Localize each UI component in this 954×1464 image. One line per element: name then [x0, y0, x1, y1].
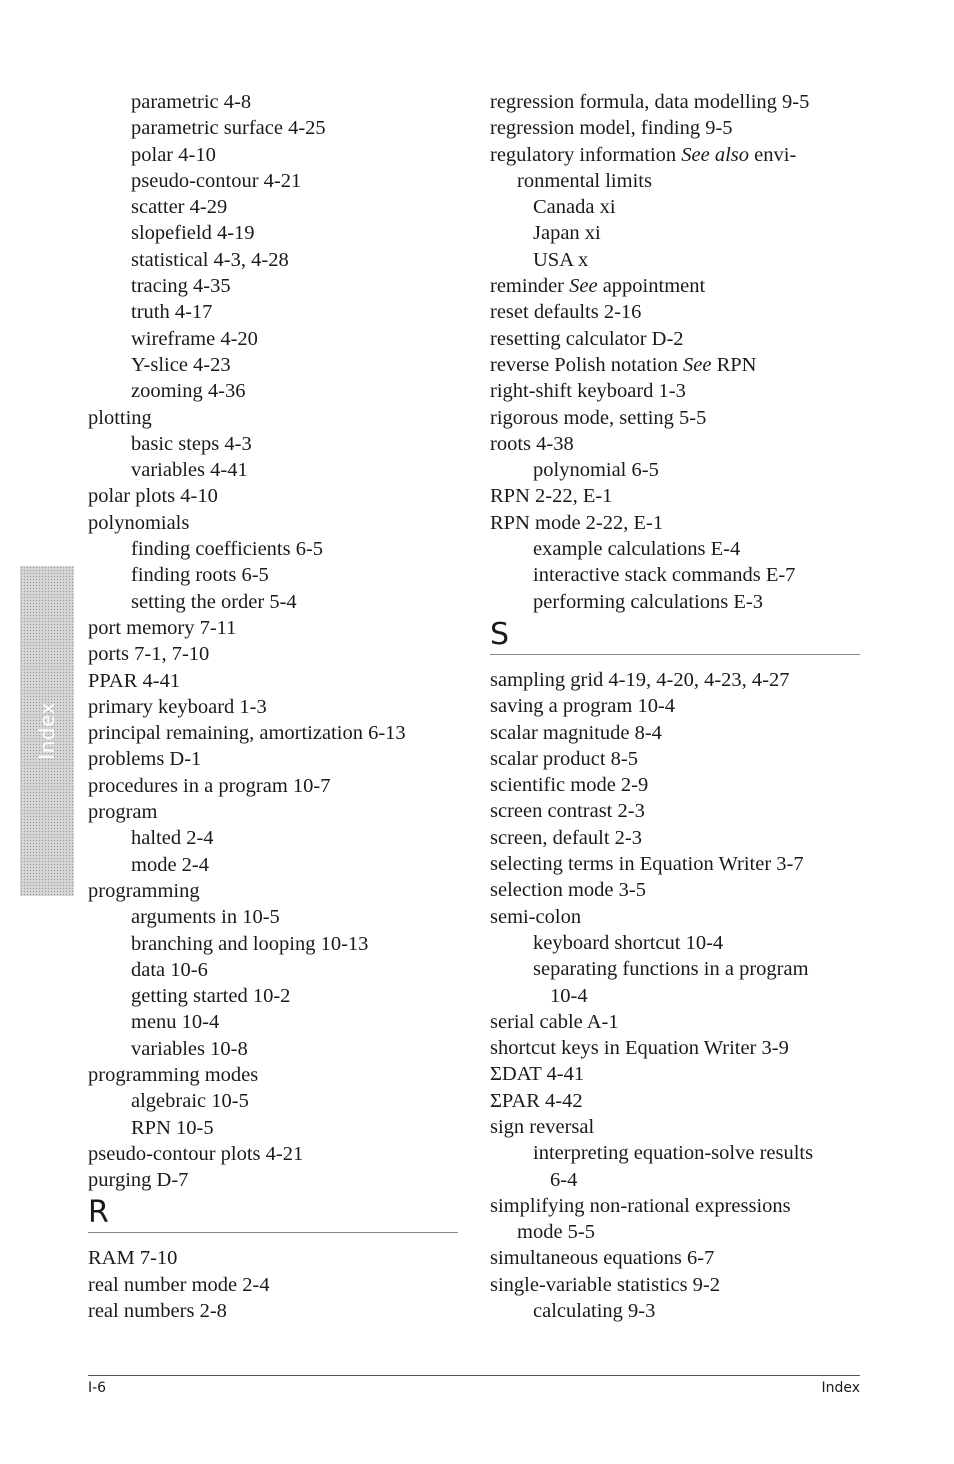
entry-text: polynomial 6-5: [533, 459, 659, 482]
entry-text: scalar product 8-5: [490, 747, 638, 770]
entry-text: performing calculations E-3: [533, 590, 763, 613]
entry-text: 6-4: [550, 1168, 578, 1191]
index-subentry: [88, 852, 468, 878]
index-entry: [490, 142, 870, 168]
entry-text: ports 7-1, 7-10: [88, 643, 210, 666]
entry-text: principal remaining, amortization 6-13: [88, 722, 406, 745]
entry-text: rigorous mode, setting 5-5: [490, 406, 707, 429]
index-subentry: [490, 536, 870, 562]
section-heading: [490, 615, 870, 667]
index-subentry: [88, 1115, 468, 1141]
index-entry: [88, 1245, 468, 1271]
entry-text: branching and looping 10-13: [131, 932, 369, 955]
index-entry: [490, 693, 870, 719]
entry-text: reverse Polish notation: [490, 353, 684, 376]
index-subentry: [88, 431, 468, 457]
entry-text: Japan xi: [533, 222, 601, 245]
entry-text: problems D-1: [88, 748, 202, 771]
index-entry: [490, 1061, 870, 1087]
entry-text: reset defaults 2-16: [490, 301, 642, 324]
index-entry: [88, 668, 468, 694]
entry-text: programming modes: [88, 1063, 259, 1086]
index-subentry: [88, 299, 468, 325]
index-entry: [490, 851, 870, 877]
index-entry: [490, 405, 870, 431]
index-entry: [490, 510, 870, 536]
index-subentry: [490, 930, 870, 956]
entry-text: keyboard shortcut 10-4: [533, 931, 724, 954]
entry-text: programming: [88, 879, 200, 902]
index-entry: [490, 904, 870, 930]
index-subentry: [490, 247, 870, 273]
index-subentry: [88, 273, 468, 299]
entry-text: menu 10-4: [131, 1011, 220, 1034]
entry-text: scientific mode 2-9: [490, 774, 649, 797]
index-entry: [490, 115, 870, 141]
index-subentry: [490, 956, 870, 982]
entry-text: selecting terms in Equation Writer 3-7: [490, 853, 804, 876]
entry-text: scatter 4-29: [131, 196, 228, 219]
section-rule: [88, 1232, 458, 1233]
entry-text: data 10-6: [131, 958, 208, 981]
index-entry: [490, 746, 870, 772]
index-thumb-tab: [20, 566, 74, 896]
index-entry: [490, 798, 870, 824]
entry-text: arguments in 10-5: [131, 906, 280, 929]
index-entry: [88, 1298, 468, 1324]
entry-text: ΣDAT 4-41: [490, 1063, 585, 1086]
footer-page-number: I-6: [88, 1380, 107, 1396]
index-entry: [490, 89, 870, 115]
index-entry: [88, 1062, 468, 1088]
index-subentry: [88, 247, 468, 273]
entry-text: finding roots 6-5: [131, 564, 269, 587]
entry-text: Y-slice 4-23: [131, 353, 231, 376]
entry-text: screen, default 2-3: [490, 826, 642, 849]
index-entry: [490, 483, 870, 509]
entry-text: regression model, finding 9-5: [490, 117, 733, 140]
index-entry: [88, 773, 468, 799]
index-entry: [490, 378, 870, 404]
entry-text: ΣPAR 4-42: [490, 1089, 583, 1112]
index-subentry: [88, 142, 468, 168]
section-heading: [88, 1193, 468, 1245]
entry-text: polar 4-10: [131, 143, 216, 166]
entry-text: semi-colon: [490, 905, 582, 928]
entry-text: setting the order 5-4: [131, 590, 297, 613]
entry-text: parametric 4-8: [131, 91, 252, 113]
entry-text: algebraic 10-5: [131, 1090, 249, 1113]
entry-text: calculating 9-3: [533, 1300, 656, 1323]
entry-text: PPAR 4-41: [88, 669, 181, 692]
entry-text: regression formula, data modelling 9-5: [490, 91, 810, 113]
entry-text: screen contrast 2-3: [490, 800, 645, 823]
index-entry: [88, 1167, 468, 1193]
entry-text: selection mode 3-5: [490, 879, 646, 902]
index-subentry: [88, 562, 468, 588]
entry-text: polynomials: [88, 511, 190, 534]
index-entry: [490, 326, 870, 352]
see-reference: See also: [681, 143, 750, 166]
index-subentry: [88, 589, 468, 615]
index-subentry: [88, 194, 468, 220]
entry-text: mode 2-4: [131, 853, 209, 876]
entry-text: pseudo-contour plots 4-21: [88, 1142, 304, 1165]
entry-text: variables 4-41: [131, 459, 248, 482]
index-subentry: [88, 904, 468, 930]
entry-text: primary keyboard 1-3: [88, 695, 267, 718]
index-entry: [88, 615, 468, 641]
entry-text: statistical 4-3, 4-28: [131, 248, 289, 271]
index-subentry: [88, 825, 468, 851]
index-subentry: [88, 326, 468, 352]
entry-text: regulatory information: [490, 143, 682, 166]
entry-text: plotting: [88, 406, 152, 429]
index-entry: [88, 720, 468, 746]
index-subentry: [490, 1167, 870, 1193]
entry-text: real numbers 2-8: [88, 1300, 227, 1323]
entry-text: sign reversal: [490, 1115, 595, 1138]
index-entry: [88, 878, 468, 904]
entry-text: RPN 2-22, E-1: [490, 485, 613, 508]
index-tab-label: Index: [35, 702, 59, 760]
section-letter: R: [88, 1195, 109, 1231]
entry-text: real number mode 2-4: [88, 1273, 270, 1296]
entry-text: Canada xi: [533, 196, 616, 219]
index-subentry: [88, 1036, 468, 1062]
entry-text: RPN 10-5: [131, 1116, 214, 1139]
entry-text: variables 10-8: [131, 1037, 248, 1060]
index-entry: [490, 720, 870, 746]
index-subentry: [490, 983, 870, 1009]
index-subentry: [490, 220, 870, 246]
index-entry: [88, 746, 468, 772]
entry-text: saving a program 10-4: [490, 695, 676, 718]
entry-text: mode 5-5: [517, 1221, 595, 1244]
index-subentry: [88, 931, 468, 957]
index-entry: [490, 1193, 870, 1219]
index-entry: [490, 772, 870, 798]
entry-text: getting started 10-2: [131, 985, 291, 1008]
entry-text: tracing 4-35: [131, 275, 231, 298]
index-entry: [88, 483, 468, 509]
entry-text: procedures in a program 10-7: [88, 774, 331, 797]
index-entry: [490, 1009, 870, 1035]
entry-text: scalar magnitude 8-4: [490, 721, 662, 744]
entry-text: right-shift keyboard 1-3: [490, 380, 686, 403]
entry-text: simplifying non-rational expressions: [490, 1194, 791, 1217]
index-subentry: [88, 536, 468, 562]
index-entry: [88, 1272, 468, 1298]
entry-text: serial cable A-1: [490, 1010, 619, 1033]
entry-text-continued: RPN: [711, 353, 757, 376]
entry-text: roots 4-38: [490, 432, 574, 455]
entry-text: example calculations E-4: [533, 538, 741, 561]
index-subentry: [490, 1140, 870, 1166]
entry-text: RPN mode 2-22, E-1: [490, 511, 664, 534]
entry-text: separating functions in a program: [533, 958, 809, 981]
entry-text: interactive stack commands E-7: [533, 564, 796, 587]
entry-text: shortcut keys in Equation Writer 3-9: [490, 1037, 789, 1060]
index-subentry: [88, 115, 468, 141]
index-subentry: [88, 957, 468, 983]
index-subentry: [88, 1009, 468, 1035]
index-subentry: [490, 562, 870, 588]
entry-text-continued: appointment: [597, 275, 706, 298]
see-reference: See: [569, 275, 598, 298]
entry-text-continued: envi-: [749, 143, 797, 166]
entry-text: halted 2-4: [131, 827, 214, 850]
index-subentry: [88, 983, 468, 1009]
entry-text: 10-4: [550, 984, 588, 1007]
index-entry: [490, 299, 870, 325]
entry-text: parametric surface 4-25: [131, 117, 326, 140]
footer-section-name: Index: [821, 1380, 860, 1396]
entry-text: reminder: [490, 275, 570, 298]
index-entry: [88, 1141, 468, 1167]
index-subentry: [88, 457, 468, 483]
index-subentry: [88, 1088, 468, 1114]
entry-text: ronmental limits: [517, 169, 652, 192]
entry-text: resetting calculator D-2: [490, 327, 684, 350]
index-subentry: [490, 457, 870, 483]
index-subentry: [490, 194, 870, 220]
entry-text: port memory 7-11: [88, 616, 237, 639]
entry-text: wireframe 4-20: [131, 327, 258, 350]
index-entry: [88, 641, 468, 667]
index-entry: [490, 1245, 870, 1271]
entry-text: interpreting equation-solve results: [533, 1142, 814, 1165]
footer-rule: [88, 1375, 860, 1376]
index-subentry: [88, 168, 468, 194]
entry-text: zooming 4-36: [131, 380, 246, 403]
entry-text: finding coefficients 6-5: [131, 538, 324, 561]
index-entry: [88, 799, 468, 825]
entry-text: sampling grid 4-19, 4-20, 4-23, 4-27: [490, 668, 790, 691]
entry-text: purging D-7: [88, 1169, 189, 1192]
index-entry: [88, 510, 468, 536]
entry-text: pseudo-contour 4-21: [131, 169, 302, 192]
index-subentry: [88, 220, 468, 246]
right-index-column: [490, 89, 870, 1324]
index-subentry: [490, 589, 870, 615]
index-entry: [490, 877, 870, 903]
index-entry: [490, 352, 870, 378]
index-subentry: [88, 89, 468, 115]
index-subentry: [490, 1298, 870, 1324]
index-entry: [490, 1114, 870, 1140]
entry-text: USA x: [533, 248, 589, 271]
index-subentry: [490, 1219, 870, 1245]
see-reference: See: [683, 353, 712, 376]
index-entry: [490, 431, 870, 457]
entry-text: RAM 7-10: [88, 1247, 178, 1270]
entry-text: basic steps 4-3: [131, 432, 252, 455]
section-rule: [490, 654, 860, 655]
index-entry: [490, 667, 870, 693]
section-letter: S: [490, 616, 510, 652]
index-subentry: [490, 168, 870, 194]
entry-text: polar plots 4-10: [88, 485, 218, 508]
entry-text: simultaneous equations 6-7: [490, 1247, 715, 1270]
index-entry: [88, 694, 468, 720]
index-entry: [490, 825, 870, 851]
left-index-column: [88, 89, 468, 1324]
entry-text: slopefield 4-19: [131, 222, 255, 245]
index-entry: [490, 1088, 870, 1114]
index-subentry: [88, 352, 468, 378]
entry-text: program: [88, 801, 158, 824]
index-entry: [88, 405, 468, 431]
index-subentry: [88, 378, 468, 404]
entry-text: single-variable statistics 9-2: [490, 1273, 720, 1296]
index-entry: [490, 1035, 870, 1061]
index-entry: [490, 1272, 870, 1298]
entry-text: truth 4-17: [131, 301, 213, 324]
index-entry: [490, 273, 870, 299]
